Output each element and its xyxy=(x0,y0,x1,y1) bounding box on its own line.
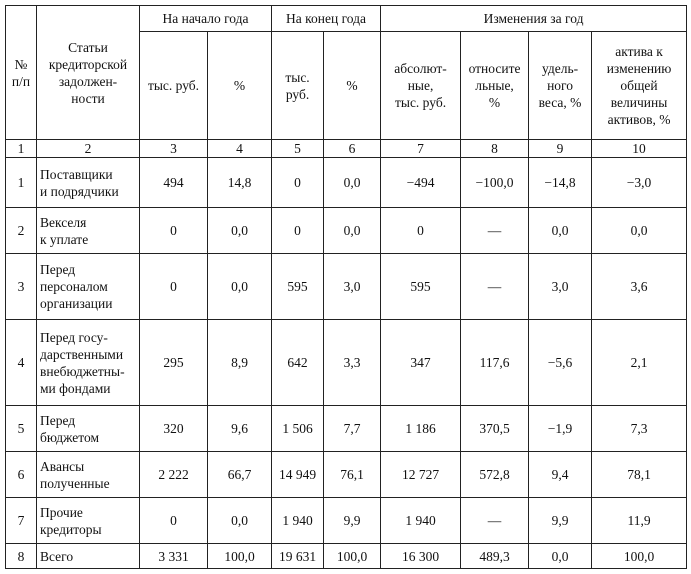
cell-rel: 117,6 xyxy=(461,320,529,406)
column-number: 3 xyxy=(140,140,208,158)
row-item: Авансы полученные xyxy=(37,452,140,498)
cell-end-rub: 0 xyxy=(272,158,324,208)
cell-share: 9,4 xyxy=(529,452,592,498)
column-number: 9 xyxy=(529,140,592,158)
cell-start-rub: 320 xyxy=(140,406,208,452)
table-row xyxy=(6,498,687,544)
cell-start-pct: 9,6 xyxy=(208,406,272,452)
cell-asset: 0,0 xyxy=(592,208,687,254)
cell-abs: 347 xyxy=(381,320,461,406)
row-number: 3 xyxy=(6,254,37,320)
cell-end-rub: 0 xyxy=(272,208,324,254)
table-row xyxy=(6,158,687,208)
cell-start-pct: 100,0 xyxy=(208,544,272,569)
cell-share: 9,9 xyxy=(529,498,592,544)
cell-abs: 595 xyxy=(381,254,461,320)
cell-asset: 7,3 xyxy=(592,406,687,452)
row-number: 1 xyxy=(6,158,37,208)
header-share: удель- ного веса, % xyxy=(529,32,592,140)
cell-share: −5,6 xyxy=(529,320,592,406)
header-change-group: Изменения за год xyxy=(381,6,687,32)
cell-start-pct: 0,0 xyxy=(208,208,272,254)
cell-start-rub: 3 331 xyxy=(140,544,208,569)
cell-share: 3,0 xyxy=(529,254,592,320)
cell-start-rub: 0 xyxy=(140,254,208,320)
cell-end-pct: 3,0 xyxy=(324,254,381,320)
cell-rel: — xyxy=(461,208,529,254)
column-number-row xyxy=(6,140,687,158)
column-number: 7 xyxy=(381,140,461,158)
cell-asset: 78,1 xyxy=(592,452,687,498)
row-number: 8 xyxy=(6,544,37,569)
payables-table xyxy=(5,5,687,569)
row-item: Перед бюджетом xyxy=(37,406,140,452)
cell-start-pct: 8,9 xyxy=(208,320,272,406)
cell-share: −1,9 xyxy=(529,406,592,452)
cell-abs: 12 727 xyxy=(381,452,461,498)
cell-end-rub: 1 506 xyxy=(272,406,324,452)
cell-end-rub: 595 xyxy=(272,254,324,320)
cell-rel: 489,3 xyxy=(461,544,529,569)
row-item: Всего xyxy=(37,544,140,569)
cell-rel: 572,8 xyxy=(461,452,529,498)
cell-end-rub: 642 xyxy=(272,320,324,406)
cell-asset: 11,9 xyxy=(592,498,687,544)
cell-share: 0,0 xyxy=(529,544,592,569)
cell-end-pct: 100,0 xyxy=(324,544,381,569)
row-item: Поставщики и подрядчики xyxy=(37,158,140,208)
header-asset: актива к изменению общей величины активов, % xyxy=(592,32,687,140)
cell-rel: — xyxy=(461,498,529,544)
cell-rel: −100,0 xyxy=(461,158,529,208)
header-start-group: На начало года xyxy=(140,6,272,32)
header-start-rub: тыс. руб. xyxy=(140,32,208,140)
row-number: 6 xyxy=(6,452,37,498)
row-item: Векселя к уплате xyxy=(37,208,140,254)
cell-end-pct: 9,9 xyxy=(324,498,381,544)
table-row-total xyxy=(6,544,687,569)
cell-end-pct: 76,1 xyxy=(324,452,381,498)
cell-end-rub: 14 949 xyxy=(272,452,324,498)
cell-start-pct: 0,0 xyxy=(208,498,272,544)
cell-start-rub: 0 xyxy=(140,498,208,544)
row-item: Перед персоналом организации xyxy=(37,254,140,320)
column-number: 1 xyxy=(6,140,37,158)
cell-end-rub: 19 631 xyxy=(272,544,324,569)
header-rel: относите льные, % xyxy=(461,32,529,140)
row-number: 7 xyxy=(6,498,37,544)
column-number: 2 xyxy=(37,140,140,158)
cell-end-pct: 0,0 xyxy=(324,208,381,254)
cell-end-pct: 7,7 xyxy=(324,406,381,452)
cell-share: −14,8 xyxy=(529,158,592,208)
cell-end-pct: 0,0 xyxy=(324,158,381,208)
cell-start-pct: 66,7 xyxy=(208,452,272,498)
cell-start-pct: 14,8 xyxy=(208,158,272,208)
row-number: 5 xyxy=(6,406,37,452)
cell-asset: 2,1 xyxy=(592,320,687,406)
header-start-pct: % xyxy=(208,32,272,140)
column-number: 4 xyxy=(208,140,272,158)
cell-share: 0,0 xyxy=(529,208,592,254)
cell-end-rub: 1 940 xyxy=(272,498,324,544)
table-row xyxy=(6,320,687,406)
header-end-pct: % xyxy=(324,32,381,140)
cell-asset: 100,0 xyxy=(592,544,687,569)
table-row xyxy=(6,254,687,320)
cell-abs: 1 186 xyxy=(381,406,461,452)
cell-abs: 16 300 xyxy=(381,544,461,569)
cell-rel: 370,5 xyxy=(461,406,529,452)
table-row xyxy=(6,452,687,498)
row-item: Перед госу- дарственными внебюджетны- ми фондами xyxy=(37,320,140,406)
cell-asset: −3,0 xyxy=(592,158,687,208)
column-number: 5 xyxy=(272,140,324,158)
cell-start-rub: 0 xyxy=(140,208,208,254)
header-row-groups xyxy=(6,6,687,32)
row-number: 2 xyxy=(6,208,37,254)
row-number: 4 xyxy=(6,320,37,406)
cell-start-rub: 295 xyxy=(140,320,208,406)
column-number: 8 xyxy=(461,140,529,158)
header-item: Статьи кредиторской задолжен- ности xyxy=(37,6,140,140)
column-number: 6 xyxy=(324,140,381,158)
cell-start-pct: 0,0 xyxy=(208,254,272,320)
cell-end-pct: 3,3 xyxy=(324,320,381,406)
header-end-group: На конец года xyxy=(272,6,381,32)
cell-abs: −494 xyxy=(381,158,461,208)
header-end-rub: тыс. руб. xyxy=(272,32,324,140)
header-abs: абсолют- ные, тыс. руб. xyxy=(381,32,461,140)
cell-abs: 1 940 xyxy=(381,498,461,544)
header-row-no: № п/п xyxy=(6,6,37,140)
cell-rel: — xyxy=(461,254,529,320)
table-row xyxy=(6,406,687,452)
cell-start-rub: 494 xyxy=(140,158,208,208)
table-row xyxy=(6,208,687,254)
cell-abs: 0 xyxy=(381,208,461,254)
cell-start-rub: 2 222 xyxy=(140,452,208,498)
row-item: Прочие кредиторы xyxy=(37,498,140,544)
column-number: 10 xyxy=(592,140,687,158)
cell-asset: 3,6 xyxy=(592,254,687,320)
